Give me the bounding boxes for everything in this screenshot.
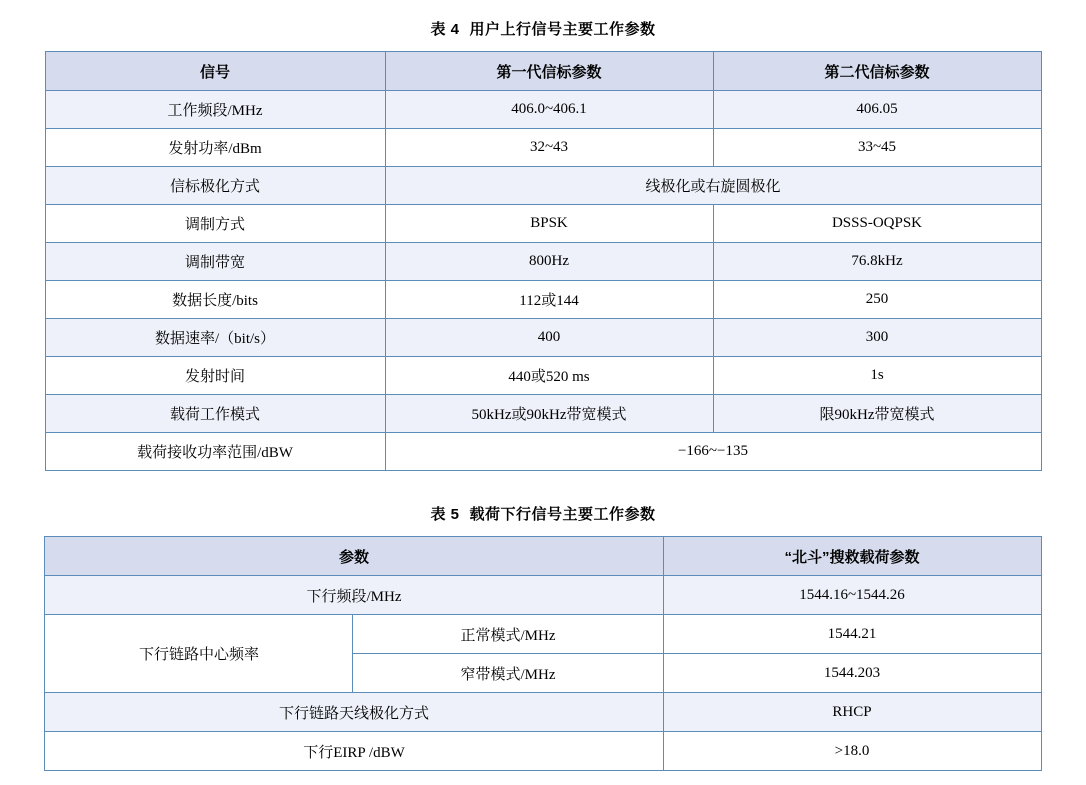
table4-row4-c2: 76.8kHz: [713, 243, 1041, 281]
table4-header-row: [45, 52, 1041, 91]
table5-header-row: [45, 537, 1041, 576]
table5-caption-text: 载荷下行信号主要工作参数: [469, 506, 656, 523]
table5-caption-number: 表 5: [430, 506, 460, 523]
table4-row8-label: 载荷工作模式: [45, 395, 385, 433]
table5-header-cell-0: 参数: [45, 537, 663, 576]
table-row: [45, 167, 1041, 205]
table5-header-cell-1: “北斗”搜救载荷参数: [663, 537, 1041, 576]
table-row: [45, 205, 1041, 243]
table4-block: [0, 18, 1086, 471]
table4-caption-number: 表 4: [430, 21, 460, 38]
table5-row2-value: 1544.203: [663, 654, 1041, 693]
table-row: [45, 433, 1041, 471]
table4-row1-c2: 33~45: [713, 129, 1041, 167]
table4-row8-c1: 50kHz或90kHz带宽模式: [385, 395, 713, 433]
table-row: [45, 281, 1041, 319]
table4-row5-c2: 250: [713, 281, 1041, 319]
table4-row2-label: 信标极化方式: [45, 167, 385, 205]
table4-row9-merged: −166~−135: [385, 433, 1041, 471]
table4-caption: [0, 18, 1086, 39]
table4-row6-c2: 300: [713, 319, 1041, 357]
table5-block: [0, 503, 1086, 771]
table5-row3-value: RHCP: [663, 693, 1041, 732]
table4: [45, 51, 1042, 471]
table4-row0-c1: 406.0~406.1: [385, 91, 713, 129]
table4-row6-c1: 400: [385, 319, 713, 357]
table5-row4-value: >18.0: [663, 732, 1041, 771]
table-row: [45, 91, 1041, 129]
table5-row0-label: 下行频段/MHz: [45, 576, 663, 615]
table4-row8-c2: 限90kHz带宽模式: [713, 395, 1041, 433]
table4-row7-label: 发射时间: [45, 357, 385, 395]
table4-row1-c1: 32~43: [385, 129, 713, 167]
table-gap: [0, 471, 1086, 503]
table4-row2-merged: 线极化或右旋圆极化: [385, 167, 1041, 205]
table5: [44, 536, 1041, 771]
table-row: [45, 615, 1041, 654]
table5-row4-label: 下行EIRP /dBW: [45, 732, 663, 771]
table4-caption-text: 用户上行信号主要工作参数: [469, 21, 656, 38]
table-row: [45, 357, 1041, 395]
table4-row9-label: 载荷接收功率范围/dBW: [45, 433, 385, 471]
table4-row1-label: 发射功率/dBm: [45, 129, 385, 167]
table4-row3-c1: BPSK: [385, 205, 713, 243]
table5-row1-value: 1544.21: [663, 615, 1041, 654]
table-row: [45, 243, 1041, 281]
table-row: [45, 395, 1041, 433]
table5-row1-label: 下行链路中心频率: [45, 615, 353, 693]
table-row: [45, 129, 1041, 167]
table4-row5-c1: 112或144: [385, 281, 713, 319]
table-row: [45, 732, 1041, 771]
table4-row3-c2: DSSS-OQPSK: [713, 205, 1041, 243]
table4-header-cell-1: 第一代信标参数: [385, 52, 713, 91]
table4-row5-label: 数据长度/bits: [45, 281, 385, 319]
table4-header-cell-0: 信号: [45, 52, 385, 91]
table4-row0-c2: 406.05: [713, 91, 1041, 129]
table4-row3-label: 调制方式: [45, 205, 385, 243]
table5-row0-value: 1544.16~1544.26: [663, 576, 1041, 615]
table4-header-cell-2: 第二代信标参数: [713, 52, 1041, 91]
table-row: [45, 319, 1041, 357]
table4-row4-c1: 800Hz: [385, 243, 713, 281]
table4-row7-c2: 1s: [713, 357, 1041, 395]
table4-row6-label: 数据速率/（bit/s）: [45, 319, 385, 357]
table5-row2-sub: 窄带模式/MHz: [353, 654, 663, 693]
table-row: [45, 693, 1041, 732]
table5-row3-label: 下行链路天线极化方式: [45, 693, 663, 732]
table4-row0-label: 工作频段/MHz: [45, 91, 385, 129]
table5-caption: [0, 503, 1086, 524]
table-row: [45, 576, 1041, 615]
table4-row7-c1: 440或520 ms: [385, 357, 713, 395]
table4-row4-label: 调制带宽: [45, 243, 385, 281]
table5-row1-sub: 正常模式/MHz: [353, 615, 663, 654]
top-spacer: [0, 0, 1086, 18]
